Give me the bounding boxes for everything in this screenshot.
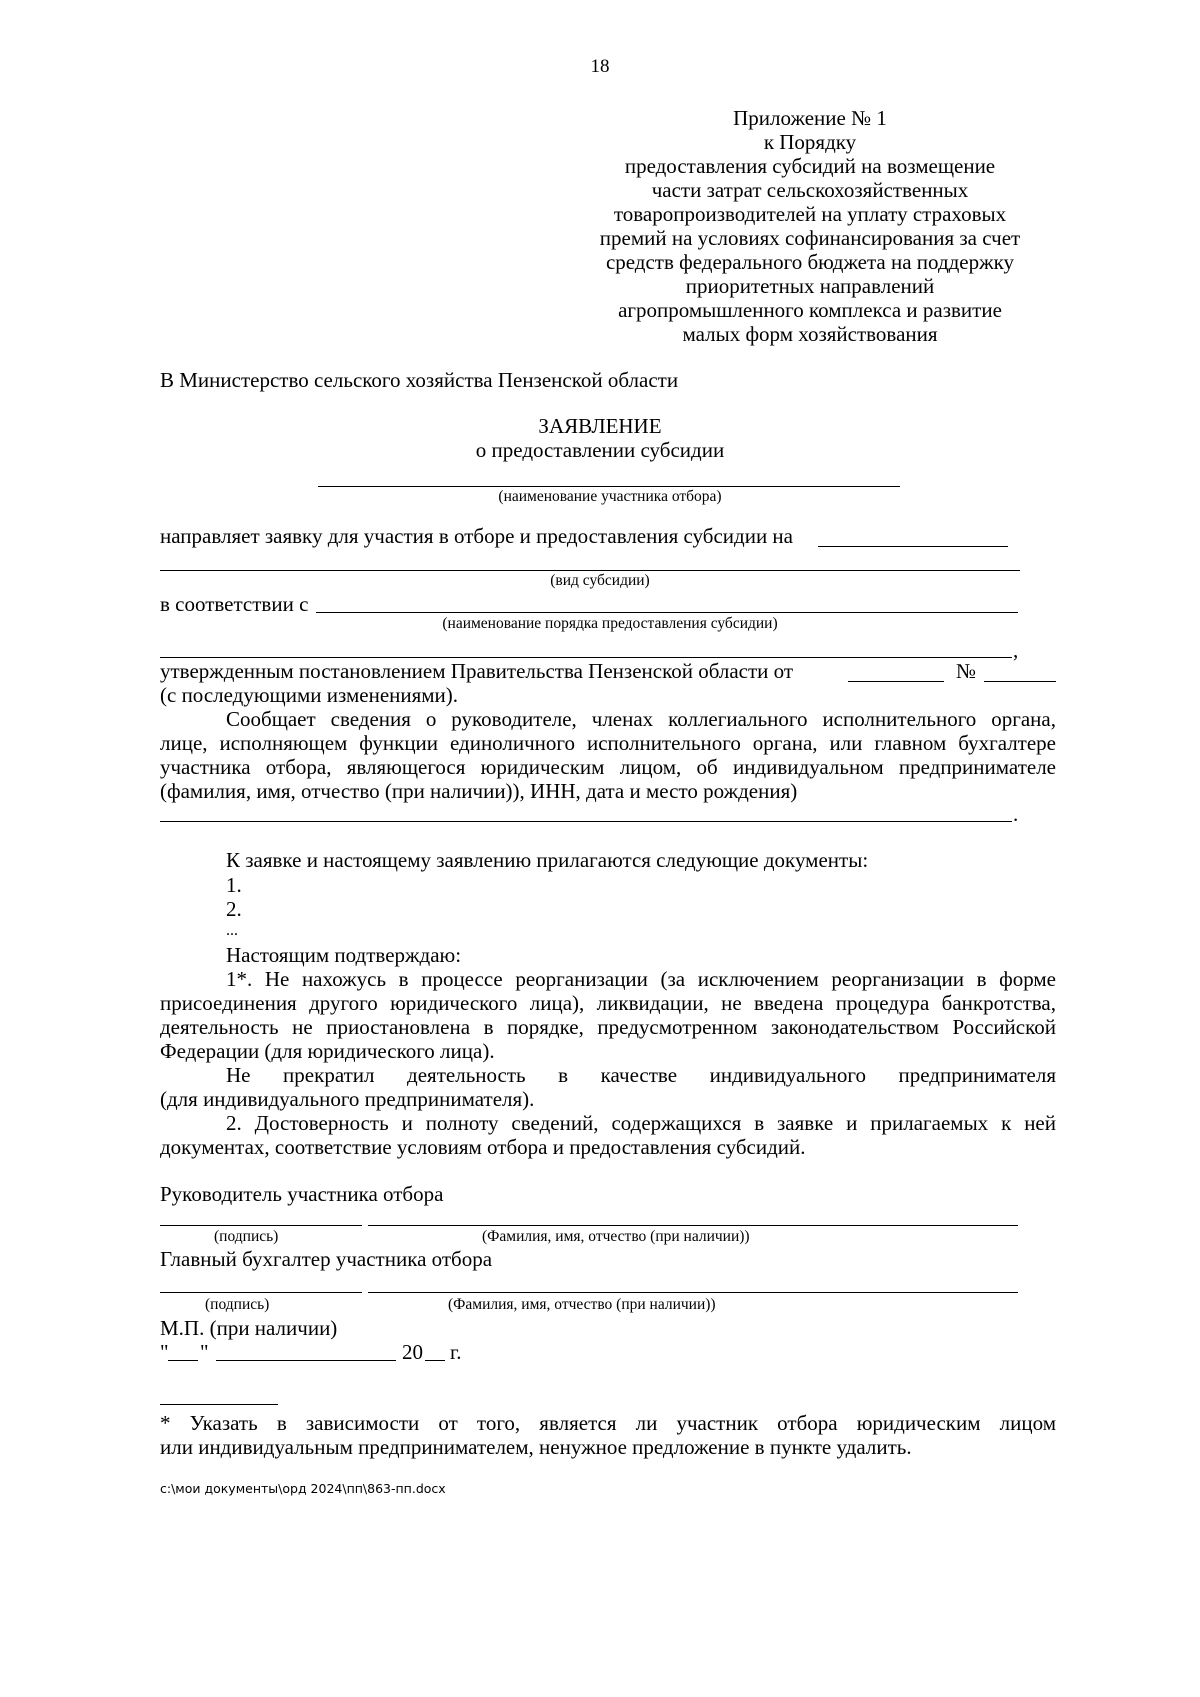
confirm-intro: Настоящим подтверждаю: [226, 943, 462, 967]
subsidy-blank[interactable] [818, 546, 1008, 547]
info-para-line: (фамилия, имя, отчество (при наличии)), ИНН, дата и место рождения) [160, 779, 798, 803]
subsidy-type-blank[interactable] [160, 570, 1020, 571]
file-path: c:\мои документы\орд 2024\пп\863-пп.docx [160, 1481, 446, 1496]
amendments-text: (с последующими изменениями). [160, 683, 459, 707]
appendix-line: премий на условиях софинансирования за счет [599, 226, 1021, 250]
item1-line: 1*. Не нахожусь в процессе реорганизации (за исключением реорганизации в форме [226, 967, 1056, 991]
appendix-line: малых форм хозяйствования [682, 322, 938, 346]
caption-fio: (Фамилия, имя, отчество (при наличии)) [482, 1228, 750, 1245]
approved-number-blank[interactable] [984, 681, 1056, 682]
number-sign: № [956, 659, 977, 683]
stamp-text: М.П. (при наличии) [160, 1316, 338, 1340]
approved-date-blank[interactable] [848, 681, 944, 682]
caption-subsidy-type: (вид субсидии) [550, 572, 650, 589]
caption-signature: (подпись) [205, 1296, 270, 1313]
appendix-line: средств федерального бюджета на поддержку [605, 250, 1015, 274]
footnote-line: * Указать в зависимости от того, является ли участник отбора юридическим лицом [160, 1411, 1056, 1435]
head-signature-blank[interactable] [160, 1225, 362, 1226]
accountant-fio-blank[interactable] [368, 1292, 1018, 1293]
head-label: Руководитель участника отбора [160, 1182, 444, 1206]
page-number: 18 [590, 56, 610, 77]
date-day-blank[interactable] [168, 1360, 198, 1361]
item1-line: Федерации (для юридического лица). [160, 1039, 495, 1063]
info-para-line: участника отбора, являющегося юридическим лицом, об индивидуальном предпринимателе [160, 755, 1056, 779]
info-para-line: Сообщает сведения о руководителе, членах коллегиального исполнительного органа, [226, 707, 1056, 731]
info-blank[interactable] [160, 821, 1012, 822]
date-month-blank[interactable] [216, 1360, 396, 1361]
caption-fio: (Фамилия, имя, отчество (при наличии)) [448, 1296, 716, 1313]
caption-participant: (наименование участника отбора) [498, 488, 722, 505]
document-subtitle: о предоставлении субсидии [475, 438, 725, 462]
comma: , [1013, 638, 1019, 662]
accordance-text: в соответствии с [160, 592, 309, 616]
period: . [1013, 802, 1019, 826]
appendix-line: агропромышленного комплекса и развитие [618, 298, 1002, 322]
addressee: В Министерство сельского хозяйства Пензенской области [160, 368, 679, 392]
approved-text: утвержденным постановлением Правительства Пензенской области от [160, 659, 794, 683]
appendix-line: к Порядку [763, 130, 857, 154]
caption-procedure: (наименование порядка предоставления субсидии) [442, 615, 778, 632]
appendix-line: товаропроизводителей на уплату страховых [613, 202, 1007, 226]
info-para-line: лице, исполняющем функции единоличного исполнительного органа, или главном бухгалтере [160, 731, 1056, 755]
item1b-line: (для индивидуального предпринимателя). [160, 1087, 535, 1111]
participant-name-blank[interactable] [318, 486, 900, 487]
item1b-line: Не прекратил деятельность в качестве индивидуального предпринимателя [226, 1063, 1056, 1087]
footnote-line: или индивидуальным предпринимателем, ненужное предложение в пункте удалить. [160, 1435, 912, 1459]
attachment-item: ... [226, 922, 238, 939]
attachments-intro: К заявке и настоящему заявлению прилагаются следующие документы: [226, 848, 869, 872]
caption-signature: (подпись) [214, 1228, 279, 1245]
appendix-line: предоставления субсидий на возмещение [624, 154, 996, 178]
item1-line: присоединения другого юридического лица), ликвидации, не введена процедура банкротства, [160, 991, 1056, 1015]
head-fio-blank[interactable] [368, 1225, 1018, 1226]
request-text: направляет заявку для участия в отборе и предоставления субсидии на [160, 524, 793, 548]
date-year-prefix: 20 [402, 1340, 423, 1364]
date-open-quote: " [160, 1340, 169, 1364]
attachment-item: 2. [226, 897, 242, 921]
accountant-signature-blank[interactable] [160, 1292, 362, 1293]
date-year-suffix: г. [450, 1340, 462, 1364]
attachment-item: 1. [226, 873, 242, 897]
appendix-line: Приложение № 1 [733, 106, 887, 130]
procedure-blank[interactable] [316, 612, 1018, 613]
footnote-separator [160, 1404, 278, 1405]
item1-line: деятельность не приостановлена в порядке, предусмотренном законодательством Российской [160, 1015, 1056, 1039]
procedure-blank-2[interactable] [160, 657, 1012, 658]
date-close-quote: " [200, 1340, 209, 1364]
item2-line: 2. Достоверность и полноту сведений, содержащихся в заявке и прилагаемых к ней [226, 1111, 1056, 1135]
item2-line: документах, соответствие условиям отбора и предоставления субсидий. [160, 1135, 806, 1159]
accountant-label: Главный бухгалтер участника отбора [160, 1247, 493, 1271]
appendix-line: приоритетных направлений [685, 274, 935, 298]
document-title: ЗАЯВЛЕНИЕ [538, 414, 662, 438]
appendix-line: части затрат сельскохозяйственных [651, 178, 969, 202]
date-year-blank[interactable] [425, 1360, 445, 1361]
